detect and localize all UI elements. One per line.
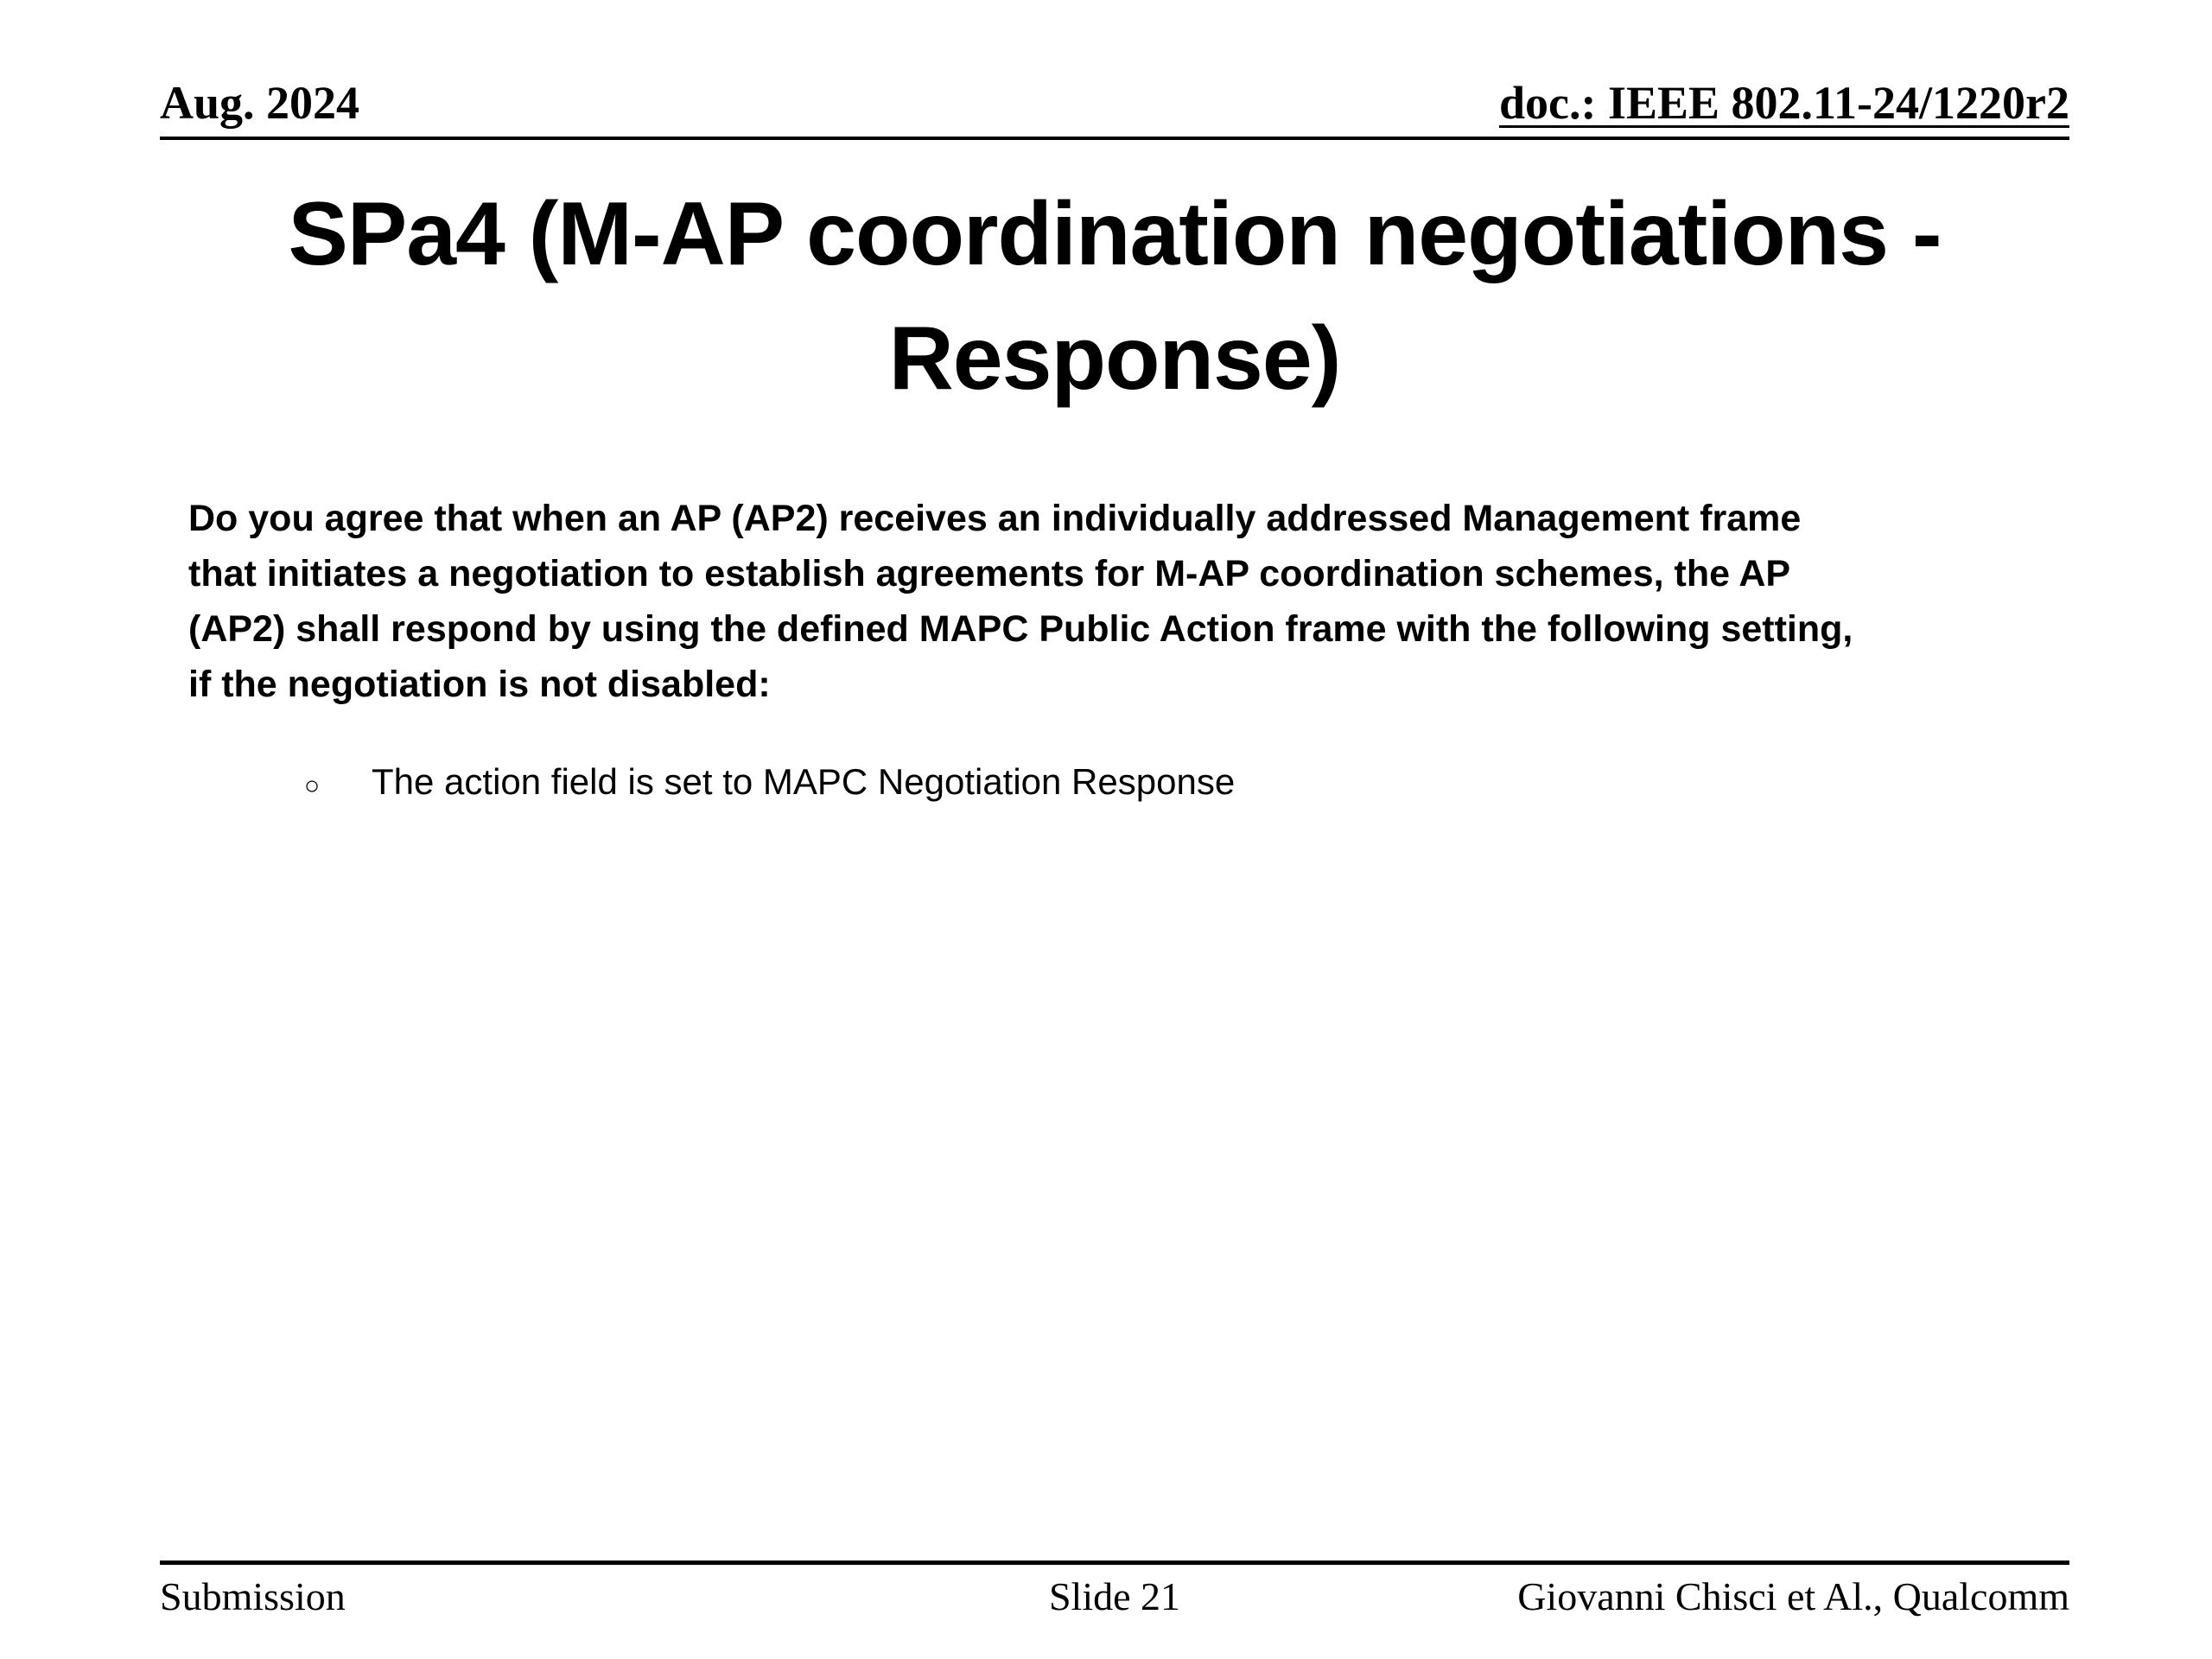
question-paragraph-line-4: if the negotiation is not disabled: bbox=[188, 664, 771, 705]
header-doc-number: doc.: IEEE 802.11-24/1220r2 bbox=[1498, 77, 2069, 129]
slide-header bbox=[160, 76, 2069, 140]
circle-bullet-icon: ○ bbox=[304, 772, 321, 800]
slide-footer bbox=[160, 1560, 2069, 1619]
footer-authors: Giovanni Chisci et Al., Qualcomm bbox=[1517, 1574, 2069, 1618]
footer-submission-label: Submission bbox=[160, 1574, 346, 1618]
slide-title-line-1: SPa4 (M-AP coordination negotiations - bbox=[288, 184, 1942, 284]
question-paragraph bbox=[188, 491, 2056, 712]
slide-title-line-2: Response) bbox=[888, 308, 1341, 409]
question-paragraph-line-2: that initiates a negotiation to establish agreements for M-AP coordination schemes, the AP bbox=[188, 553, 1791, 594]
bullet-text: The action field is set to MAPC Negotiation Response bbox=[372, 761, 1236, 802]
slide-title bbox=[160, 173, 2069, 421]
header-date: Aug. 2024 bbox=[160, 77, 360, 129]
question-paragraph-line-1: Do you agree that when an AP (AP2) receives an individually addressed Management frame bbox=[188, 498, 1802, 539]
question-paragraph-line-3: (AP2) shall respond by using the defined MAPC Public Action frame with the following setting, bbox=[188, 608, 1853, 650]
footer-slide-number: Slide 21 bbox=[1048, 1574, 1181, 1618]
bullet-item bbox=[304, 757, 2056, 811]
